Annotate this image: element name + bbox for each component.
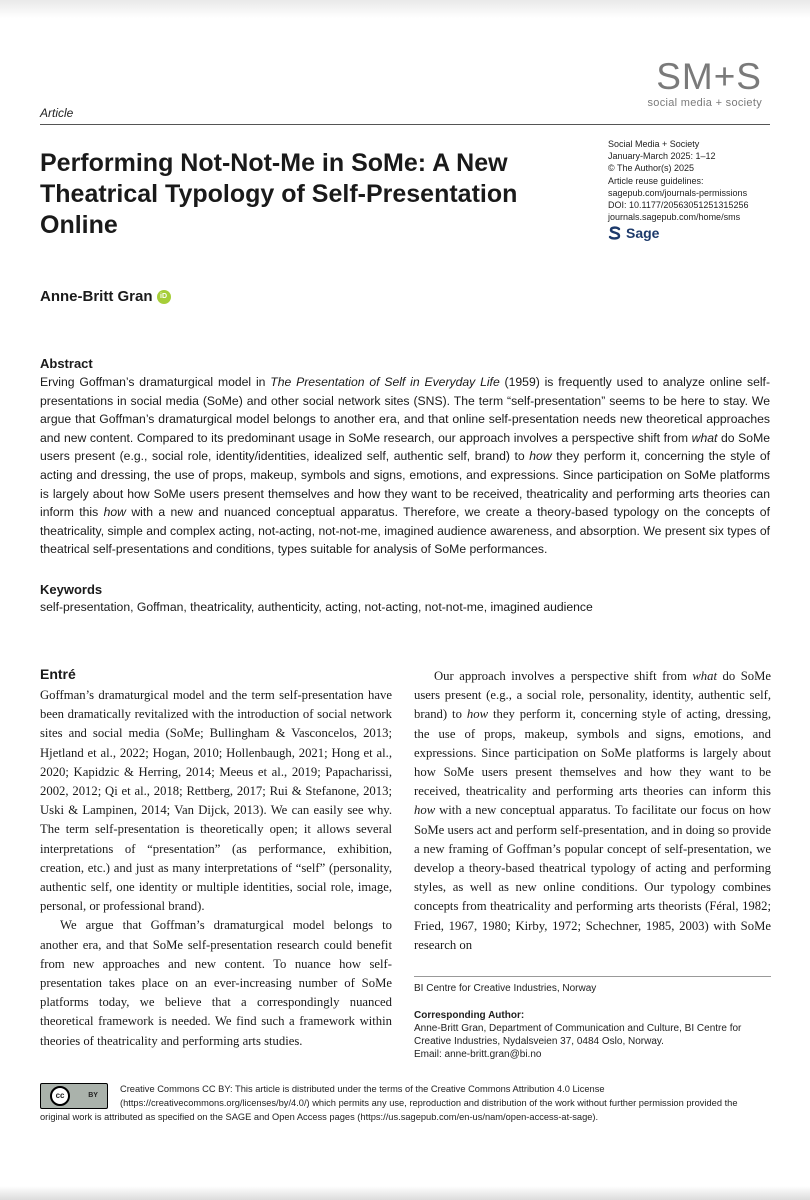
keywords-list: self-presentation, Goffman, theatricality, authenticity, acting, not-acting, not-not-me, imagined audience bbox=[40, 600, 593, 614]
license-text: Creative Commons CC BY: This article is distributed under the terms of the Creative Commons Attribution 4.0 License (https://creativecommons.org/licenses/by/4.0/) which permits any use, reproduction and distribution of the work without further permission provided the original work is attributed as specified on the SAGE and Open Access pages (https://us.sagepub.com/en-us/nam/open-access-at-sage). bbox=[40, 1084, 738, 1122]
copyright: © The Author(s) 2025 bbox=[608, 163, 695, 174]
corresponding-address: Anne-Britt Gran, Department of Communication and Culture, BI Centre for Creative Industries, Nydalsveien 37, 0484 Oslo, Norway. bbox=[414, 1023, 742, 1047]
keywords-heading: Keywords bbox=[40, 582, 103, 597]
author-line bbox=[40, 288, 171, 305]
journal-logo-subtitle: social media + society bbox=[647, 97, 762, 109]
issue-info: January-March 2025: 1–12 bbox=[608, 151, 716, 162]
article-type-label: Article bbox=[40, 106, 74, 120]
body-column-left bbox=[40, 686, 392, 1051]
cc-icon: cc bbox=[50, 1086, 70, 1106]
orcid-icon[interactable]: iD bbox=[157, 290, 171, 304]
license-footer bbox=[40, 1082, 770, 1124]
journal-name: Social Media + Society bbox=[608, 139, 700, 149]
journal-home-link[interactable]: journals.sagepub.com/home/sms bbox=[608, 212, 741, 223]
publisher-logo bbox=[608, 226, 788, 240]
cc-by-badge[interactable] bbox=[40, 1083, 108, 1109]
article-title: Performing Not-Not-Me in SoMe: A New Theatrical Typology of Self-Presentation Online bbox=[40, 149, 518, 239]
affiliation-block bbox=[414, 982, 771, 1061]
journal-logo-mark: SM+S bbox=[656, 56, 762, 97]
body-paragraph: We argue that Goffman’s dramaturgical model belongs to another era, and that SoMe self-presentation research could benefit from new approaches and new content. To nuance how self-presentation takes place on an ever-increasing number of SoMe platforms today, we believe that a correspondingly nuanced theoretical framework is needed. We find such a framework within theories of theatricality and performing arts studies. bbox=[40, 918, 392, 1048]
corresponding-heading: Corresponding Author: bbox=[414, 1010, 525, 1021]
section-heading: Entré bbox=[40, 666, 76, 682]
body-paragraph: Goffman’s dramaturgical model and the term self-presentation have been dramatically revitalized with the introduction of social network sites and social media (SoMe; Bullingham & Vasconcelos, 2013; Hjetland et al., 2022; Hogan, 2010; Hollenbaugh, 2021; Hong et al., 2020; Kapidzic & Herring, 2014; Meeus et al., 2019; Papacharissi, 2002, 2012; Qi et al., 2018; Rettberg, 2017; Rui & Stefanone, 2013; Uski & Lampinen, 2014; Van Dijck, 2013). We can easily see why. The term self-presentation is theoretically open; it allows several interpretations of “presentation” (as performance, exhibition, creation, etc.) and just as many interpretations of “self” (personality, authentic self, one identity or multiple identities, social role, image, personal, or professional brand). bbox=[40, 688, 392, 914]
abstract-heading: Abstract bbox=[40, 356, 93, 371]
reuse-label: Article reuse guidelines: bbox=[608, 175, 704, 186]
corresponding-email[interactable]: Email: anne-britt.gran@bi.no bbox=[414, 1049, 542, 1060]
body-column-right bbox=[414, 667, 771, 955]
by-icon: BY bbox=[88, 1092, 98, 1099]
body-paragraph: Our approach involves a perspective shift from what do SoMe users present (e.g., a social role, personality, identity, authentic self, brand) to how they perform it, concerning style of acting, dressing, the use of props, makeup, symbols and signs, emotions, and expressions. Since participation on SoMe platforms is largely about how SoMe users present themselves and how they want to be received, theatricality and performing arts theories can inform this how with a new conceptual apparatus. To facilitate our focus on how SoMe users act and perform self-presentation, and in doing so provide a new framing of Goffman’s popular concept of self-presentation, we develop a theory-based theatrical typology of acting and performing styles, as well as new online conditions. Our typology combines concepts from theatricality and performing arts theorists (Féral, 1982; Fried, 1967, 1980; Kirby, 1972; Schechner, 1985, 2003) with SoMe research on bbox=[414, 669, 772, 952]
header-divider bbox=[40, 124, 770, 125]
abstract-body: Erving Goffman’s dramaturgical model in The Presentation of Self in Everyday Life (1959) is frequently used to analyze online self-presentations in social media (SoMe) and other social network sites (SNS). The term “self-presentation” seems to be here to stay. We argue that Goffman’s dramaturgical model belongs to another era, and that online self-presentation needs new theoretical approaches and new content. Compared to its predominant usage in SoMe research, our approach involves a perspective shift from what do SoMe users present (e.g., social role, identity/identities, idealized self, authentic self, brand) to how they perform it, concerning the style of acting and dressing, the use of props, makeup, symbols and signs, emotions, and expressions. Since participation on SoMe platforms is largely about how SoMe users present themselves and how they want to be received, theatricality and performing arts theories can inform this how with a new and nuanced conceptual apparatus. Therefore, we create a theory-based typology on the concepts of theatricality, simple and complex acting, not-acting, not-not-me, imagined audience awareness, and absorption. We present six types of theatrical self-presentations and conditions, types suitable for analysis of SoMe performances. bbox=[40, 375, 771, 557]
page-top-shadow bbox=[0, 0, 810, 18]
affiliation-divider bbox=[414, 976, 771, 977]
doi-link[interactable]: DOI: 10.1177/20563051251315256 bbox=[608, 200, 749, 211]
institution: BI Centre for Creative Industries, Norway bbox=[414, 983, 597, 994]
page-bottom-shadow bbox=[0, 1186, 810, 1200]
journal-logo bbox=[647, 58, 762, 110]
author-name[interactable]: Anne-Britt Gran bbox=[40, 288, 153, 305]
reuse-link[interactable]: sagepub.com/journals-permissions bbox=[608, 187, 748, 198]
book-title: The Presentation of Self in Everyday Life bbox=[270, 375, 500, 389]
article-metadata bbox=[608, 138, 788, 240]
publisher-name: Sage bbox=[626, 225, 660, 242]
sage-icon bbox=[608, 226, 622, 240]
